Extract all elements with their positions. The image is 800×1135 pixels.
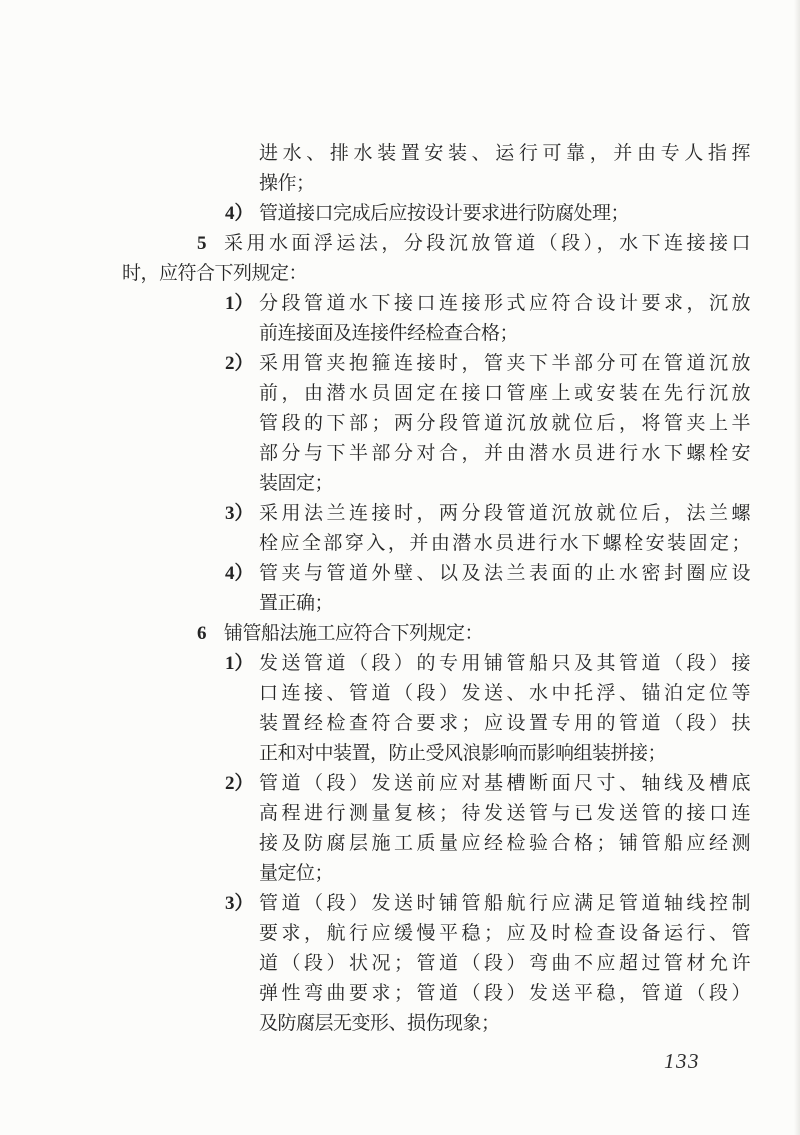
text-line: [122, 619, 750, 649]
text-line: [122, 199, 750, 229]
line-text: 进水、排水装置安装、运行可靠，并由专人指挥: [259, 143, 750, 164]
line-text: 操作；: [259, 173, 315, 194]
line-text: 接及防腐层施工质量应经检验合格；铺管船应经测: [259, 833, 750, 854]
line-text: 量定位；: [259, 863, 334, 884]
line-text: 采用水面浮运法，分段沉放管道（段），水下连接接口: [224, 233, 750, 254]
line-text: 及防腐层无变形、损伤现象；: [259, 1013, 500, 1034]
line-text: 弹性弯曲要求；管道（段）发送平稳，管道（段）: [259, 983, 750, 1004]
line-text: 管夹与管道外壁、以及法兰表面的止水密封圈应设: [259, 563, 750, 584]
line-text: 前，由潜水员固定在接口管座上或安装在先行沉放: [259, 383, 750, 404]
line-text: 部分与下半部分对合，并由潜水员进行水下螺栓安: [259, 443, 750, 464]
item-number: 3）: [225, 503, 254, 524]
text-line: [122, 739, 750, 769]
text-line: [122, 709, 750, 739]
text-line: [122, 769, 750, 799]
clause-number: 5: [197, 233, 207, 254]
text-block: [122, 139, 750, 1039]
text-line: [122, 139, 750, 169]
text-line: [122, 829, 750, 859]
clause-number: 6: [197, 623, 207, 644]
line-text: 置正确；: [259, 593, 334, 614]
text-line: [122, 349, 750, 379]
text-line: [122, 919, 750, 949]
text-line: [122, 499, 750, 529]
line-text: 前连接面及连接件经检查合格；: [259, 323, 519, 344]
item-number: 2）: [225, 353, 254, 374]
text-line: [122, 439, 750, 469]
line-text: 分段管道水下接口连接形式应符合设计要求，沉放: [259, 293, 750, 314]
line-text: 时，应符合下列规定：: [122, 263, 308, 284]
item-number: 1）: [225, 293, 254, 314]
text-line: [122, 259, 750, 289]
text-line: [122, 469, 750, 499]
line-text: 发送管道（段）的专用铺管船只及其管道（段）接: [259, 653, 750, 674]
text-line: [122, 1009, 750, 1039]
text-line: [122, 529, 750, 559]
item-number: 3）: [225, 893, 254, 914]
line-text: 口连接、管道（段）发送、水中托浮、锚泊定位等: [259, 683, 750, 704]
item-number: 1）: [225, 653, 254, 674]
text-line: [122, 379, 750, 409]
line-text: 装置经检查符合要求；应设置专用的管道（段）扶: [259, 713, 750, 734]
text-line: [122, 409, 750, 439]
line-text: 采用管夹抱箍连接时，管夹下半部分可在管道沉放: [259, 353, 750, 374]
line-text: 高程进行测量复核；待发送管与已发送管的接口连: [259, 803, 750, 824]
line-text: 管道（段）发送时铺管船航行应满足管道轴线控制: [259, 893, 750, 914]
text-line: [122, 289, 750, 319]
text-line: [122, 679, 750, 709]
line-text: 道（段）状况；管道（段）弯曲不应超过管材允许: [259, 953, 750, 974]
text-line: [122, 799, 750, 829]
line-text: 采用法兰连接时，两分段管道沉放就位后，法兰螺: [259, 503, 750, 524]
text-line: [122, 979, 750, 1009]
scan-edge-shadow: [794, 0, 800, 1135]
text-line: [122, 889, 750, 919]
item-number: 4）: [225, 563, 254, 584]
line-text: 装固定；: [259, 473, 334, 494]
text-line: [122, 649, 750, 679]
item-number: 4）: [225, 203, 254, 224]
line-text: 管道接口完成后应按设计要求进行防腐处理；: [259, 203, 630, 224]
text-line: [122, 169, 750, 199]
line-text: 栓应全部穿入，并由潜水员进行水下螺栓安装固定；: [259, 533, 750, 554]
text-line: [122, 559, 750, 589]
line-text: 管道（段）发送前应对基槽断面尺寸、轴线及槽底: [259, 773, 750, 794]
line-text: 要求，航行应缓慢平稳；应及时检查设备运行、管: [259, 923, 750, 944]
item-number: 2）: [225, 773, 254, 794]
text-line: [122, 589, 750, 619]
text-line: [122, 319, 750, 349]
text-line: [122, 949, 750, 979]
line-text: 正和对中装置，防止受风浪影响而影响组装拼接；: [259, 743, 667, 764]
line-text: 管段的下部；两分段管道沉放就位后，将管夹上半: [259, 413, 750, 434]
text-line: [122, 859, 750, 889]
line-text: 铺管船法施工应符合下列规定：: [224, 623, 484, 644]
text-line: [122, 229, 750, 259]
page-number: 133: [664, 1049, 700, 1073]
